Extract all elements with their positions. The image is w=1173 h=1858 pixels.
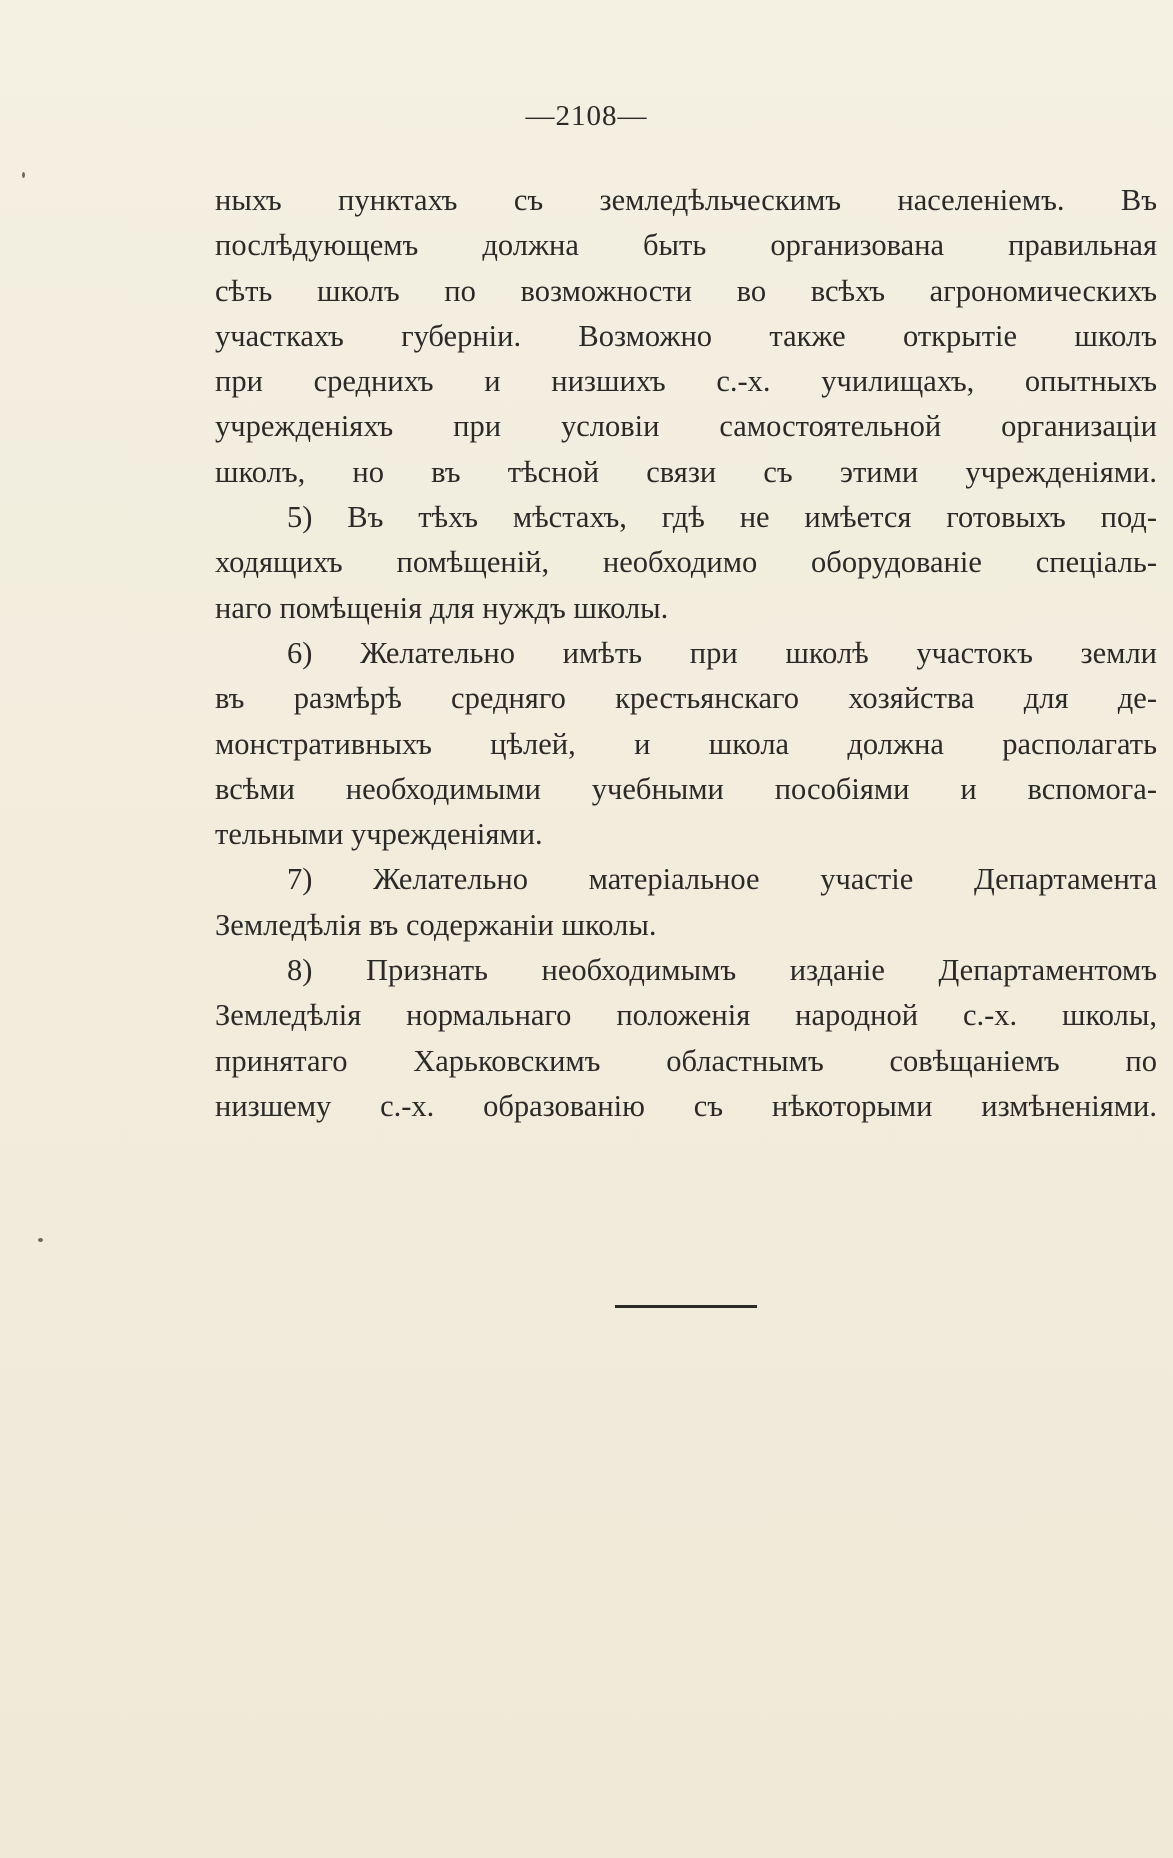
text-line: Земледѣлія въ содержаніи школы. — [215, 907, 657, 942]
text-line: въ размѣрѣ средняго крестьянскаго хозяйства для де- — [215, 681, 1157, 716]
paragraph-6-line: 6) Желательно имѣть при школѣ участокъ земли — [287, 635, 1157, 670]
paper-speck — [38, 1238, 43, 1242]
page-number: —2108— — [525, 100, 648, 132]
text-line: при среднихъ и низшихъ с.-х. училищахъ, опытныхъ — [215, 364, 1157, 399]
text-line: ходящихъ помѣщеній, необходимо оборудованіе спеціаль- — [215, 545, 1157, 580]
text-line: тельными учрежденіями. — [215, 817, 543, 852]
text-line: участкахъ губерніи. Возможно также открытіе школъ — [215, 318, 1157, 353]
text-line: монстративныхъ цѣлей, и школа должна располагать — [215, 726, 1157, 761]
text-line: сѣть школъ по возможности во всѣхъ агрономическихъ — [215, 273, 1157, 308]
text-line: принятаго Харьковскимъ областнымъ совѣщаніемъ по — [215, 1043, 1157, 1078]
text-line: Земледѣлія нормальнаго положенія народной с.-х. школы, — [215, 998, 1157, 1033]
text-line: низшему с.-х. образованію съ нѣкоторыми измѣненіями. — [215, 1088, 1157, 1123]
text-line: учрежденіяхъ при условіи самостоятельной организаціи — [215, 409, 1157, 444]
text-line: школъ, но въ тѣсной связи съ этими учрежденіями. — [215, 454, 1157, 489]
text-line: ныхъ пунктахъ съ земледѣльческимъ населеніемъ. Въ — [215, 183, 1157, 217]
body-text — [215, 178, 1157, 1129]
paper-speck — [22, 172, 25, 178]
closing-rule — [615, 1305, 757, 1308]
paragraph-5-line: 5) Въ тѣхъ мѣстахъ, гдѣ не имѣется готовыхъ под- — [287, 500, 1157, 535]
paragraph-8-line: 8) Признать необходимымъ изданіе Департаментомъ — [287, 953, 1157, 988]
paragraph-7-line: 7) Желательно матеріальное участіе Департамента — [287, 862, 1157, 897]
text-line: наго помѣщенія для нуждъ школы. — [215, 590, 669, 625]
text-line: всѣми необходимыми учебными пособіями и вспомога- — [215, 771, 1157, 806]
text-line: послѣдующемъ должна быть организована правильная — [215, 228, 1157, 263]
